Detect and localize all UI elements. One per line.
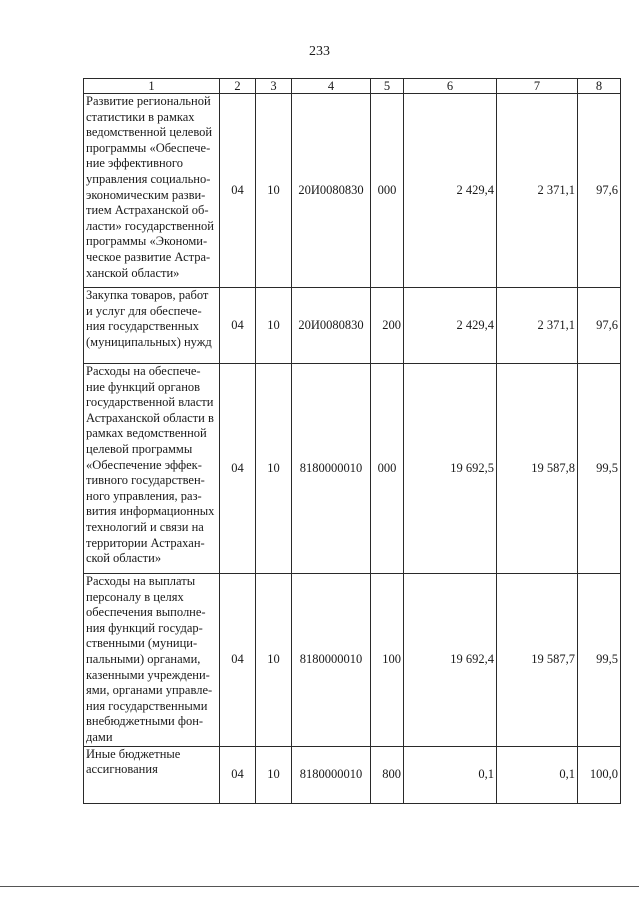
section-code: 04 <box>220 288 256 364</box>
subsection-code: 10 <box>256 364 292 574</box>
name-line: программы «Экономи- <box>86 234 208 249</box>
table-row <box>84 364 621 574</box>
name-line: внебюджетными фон- <box>86 714 204 729</box>
header-cell-3: 3 <box>256 79 292 94</box>
name-line: Астраханской области в <box>86 410 214 425</box>
name-line: территории Астрахан- <box>86 535 205 550</box>
name-line: ласти» государственной <box>86 218 214 233</box>
subsection-code: 10 <box>256 288 292 364</box>
header-cell-4: 4 <box>292 79 371 94</box>
expense-type-code: 100 <box>371 574 404 747</box>
expense-type-code: 800 <box>371 746 404 803</box>
page-number: 233 <box>309 44 330 59</box>
name-line: тивного государствен- <box>86 473 205 488</box>
name-line: обеспечения выполне- <box>86 605 206 620</box>
actual-amount: 2 371,1 <box>497 288 578 364</box>
name-line: рамках ведомственной <box>86 426 207 441</box>
header-cell-1: 1 <box>84 79 220 94</box>
table-row <box>84 574 621 747</box>
name-line: и услуг для обеспече- <box>86 303 202 318</box>
name-line: «Обеспечение эффек- <box>86 457 202 472</box>
planned-amount: 0,1 <box>404 746 497 803</box>
subsection-code: 10 <box>256 94 292 288</box>
planned-amount: 2 429,4 <box>404 288 497 364</box>
header-cell-5: 5 <box>371 79 404 94</box>
name-line: дами <box>86 729 113 744</box>
planned-amount: 19 692,4 <box>404 574 497 747</box>
name-line: ханской области» <box>86 265 180 280</box>
header-cell-7: 7 <box>497 79 578 94</box>
planned-amount: 19 692,5 <box>404 364 497 574</box>
target-article-code: 20И0080830 <box>292 288 371 364</box>
subsection-code: 10 <box>256 574 292 747</box>
row-name-cell <box>84 574 220 747</box>
percent-executed: 99,5 <box>578 574 621 747</box>
actual-amount: 19 587,7 <box>497 574 578 747</box>
section-code: 04 <box>220 746 256 803</box>
name-line: Развитие региональной <box>86 94 211 108</box>
actual-amount: 2 371,1 <box>497 94 578 288</box>
actual-amount: 19 587,8 <box>497 364 578 574</box>
name-line: технологий и связи на <box>86 519 204 534</box>
expense-type-code: 000 <box>371 94 404 288</box>
name-line: Иные бюджетные <box>86 746 181 761</box>
percent-executed: 100,0 <box>578 746 621 803</box>
name-line: ведомственной целевой <box>86 125 213 140</box>
percent-executed: 97,6 <box>578 94 621 288</box>
name-line: государственной власти <box>86 395 214 410</box>
name-line: пальными) органами, <box>86 651 201 666</box>
name-line: Расходы на обеспече- <box>86 364 201 378</box>
header-cell-2: 2 <box>220 79 256 94</box>
row-name-cell <box>84 288 220 364</box>
name-line: ями, органами управле- <box>86 683 213 698</box>
name-line: ческое развитие Астра- <box>86 249 211 264</box>
header-cell-6: 6 <box>404 79 497 94</box>
name-line: ассигнования <box>86 762 158 777</box>
percent-executed: 97,6 <box>578 288 621 364</box>
name-line: казенными учреждени- <box>86 667 210 682</box>
table-row <box>84 746 621 803</box>
row-name-cell <box>84 364 220 574</box>
name-line: (муниципальных) нужд <box>86 334 212 349</box>
name-line: Закупка товаров, работ <box>86 288 209 302</box>
name-line: ственными (муници- <box>86 636 198 651</box>
table-row <box>84 94 621 288</box>
page-bottom-rule <box>0 886 639 887</box>
expense-type-code: 200 <box>371 288 404 364</box>
name-line: ния функций государ- <box>86 620 203 635</box>
name-line: экономическим разви- <box>86 187 206 202</box>
percent-executed: 99,5 <box>578 364 621 574</box>
name-line: целевой программы <box>86 441 193 456</box>
name-line: ния государственных <box>86 319 200 334</box>
budget-table <box>83 78 621 804</box>
name-line: ного управления, раз- <box>86 488 202 503</box>
section-code: 04 <box>220 94 256 288</box>
actual-amount: 0,1 <box>497 746 578 803</box>
planned-amount: 2 429,4 <box>404 94 497 288</box>
name-line: тием Астраханской об- <box>86 203 209 218</box>
name-line: персоналу в целях <box>86 589 184 604</box>
section-code: 04 <box>220 364 256 574</box>
name-line: вития информационных <box>86 504 215 519</box>
section-code: 04 <box>220 574 256 747</box>
name-line: ние эффективного <box>86 156 183 171</box>
header-cell-8: 8 <box>578 79 621 94</box>
name-line: Расходы на выплаты <box>86 574 196 588</box>
target-article-code: 8180000010 <box>292 364 371 574</box>
target-article-code: 8180000010 <box>292 574 371 747</box>
target-article-code: 20И0080830 <box>292 94 371 288</box>
name-line: управления социально- <box>86 171 211 186</box>
name-line: статистики в рамках <box>86 109 195 124</box>
row-name-cell <box>84 746 220 803</box>
row-name-cell <box>84 94 220 288</box>
header-row <box>84 79 621 94</box>
table-row <box>84 288 621 364</box>
subsection-code: 10 <box>256 746 292 803</box>
expense-type-code: 000 <box>371 364 404 574</box>
name-line: программы «Обеспече- <box>86 140 211 155</box>
target-article-code: 8180000010 <box>292 746 371 803</box>
name-line: ской области» <box>86 551 162 566</box>
name-line: ния государственными <box>86 698 208 713</box>
name-line: ние функций органов <box>86 379 201 394</box>
